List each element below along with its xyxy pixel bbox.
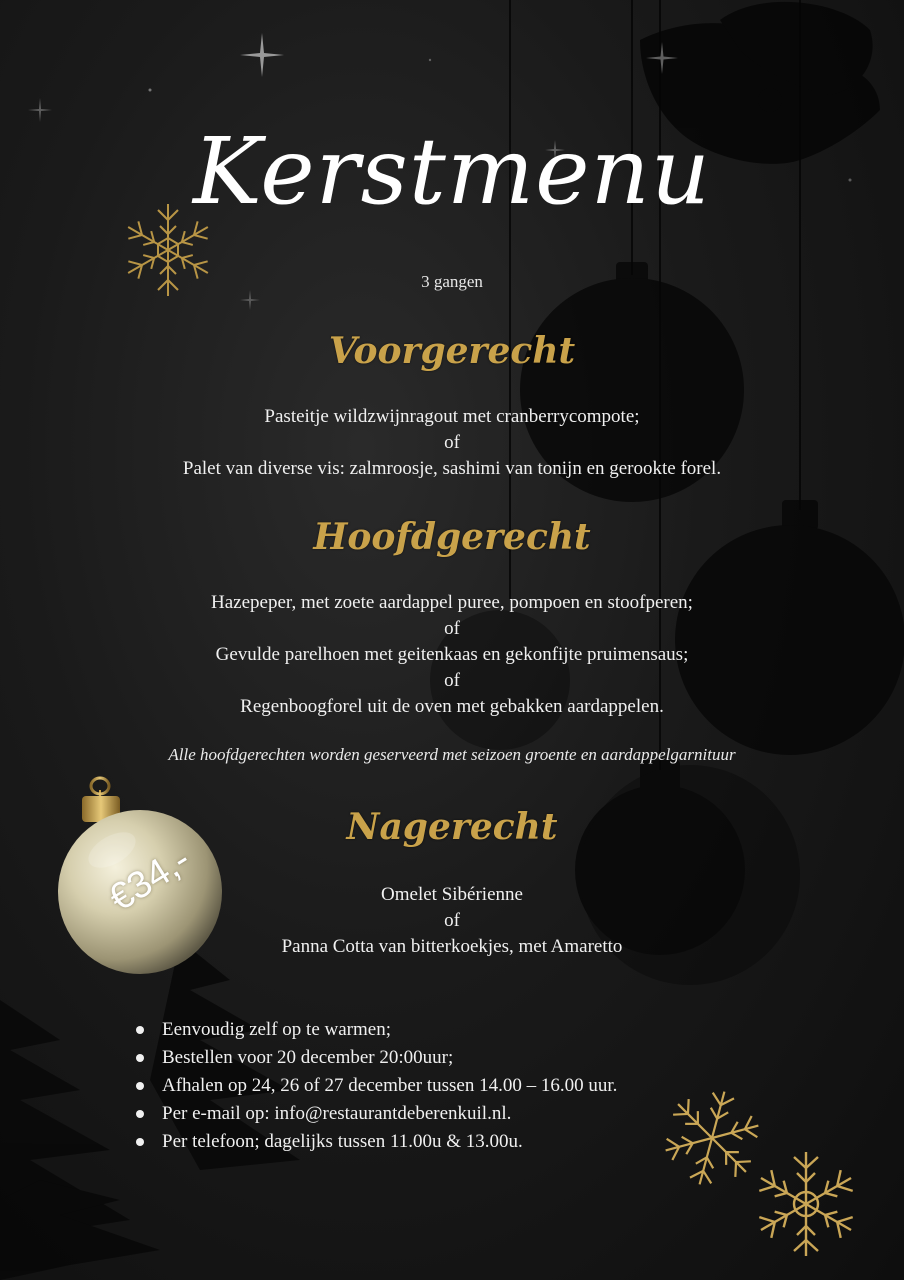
list-item: [134, 1016, 617, 1044]
dish-line: Gevulde parelhoen met geitenkaas en gekonfijte pruimensaus;: [215, 644, 689, 665]
dish-line: Palet van diverse vis: zalmroosje, sashimi van tonijn en gerookte forel.: [182, 458, 722, 479]
section-title-nagerecht: Nagerecht: [346, 806, 558, 848]
bullet-icon: [136, 1026, 144, 1034]
info-list: [134, 1016, 617, 1156]
info-text: Afhalen op 24, 26 of 27 december tussen 14.00 – 16.00 uur.: [162, 1075, 618, 1096]
dish-line: Regenboogforel uit de oven met gebakken aardappelen.: [240, 696, 664, 717]
dish-separator: of: [444, 910, 460, 931]
side-dish-note: Alle hoofdgerechten worden geserveerd met seizoen groente en aardappelgarnituur: [168, 745, 736, 764]
info-text: Bestellen voor 20 december 20:00uur;: [162, 1047, 454, 1068]
dish-separator: of: [444, 432, 460, 453]
page-title: Kerstmenu: [192, 118, 712, 225]
dish-separator: of: [444, 670, 460, 691]
list-item: [134, 1044, 617, 1072]
bullet-icon: [136, 1110, 144, 1118]
voorgerecht-list: [0, 404, 904, 482]
bullet-icon: [136, 1138, 144, 1146]
email-text: Per e-mail op: info@restaurantdeberenkuil.nl.: [162, 1103, 512, 1124]
section-title-hoofdgerecht: Hoofdgerecht: [313, 516, 591, 558]
list-item: [134, 1128, 617, 1156]
list-item: [134, 1100, 617, 1128]
dish-line: Panna Cotta van bitterkoekjes, met Amaretto: [281, 936, 623, 957]
info-text: Eenvoudig zelf op te warmen;: [162, 1019, 391, 1040]
price-label: €34,-: [101, 838, 198, 920]
hoofdgerecht-list: [0, 590, 904, 720]
dish-line: Hazepeper, met zoete aardappel puree, pompoen en stoofperen;: [211, 592, 693, 613]
dish-line: Pasteitje wildzwijnragout met cranberrycompote;: [264, 406, 640, 427]
section-title-voorgerecht: Voorgerecht: [328, 330, 576, 372]
list-item: [134, 1072, 617, 1100]
course-count: 3 gangen: [421, 272, 483, 291]
dish-line: Omelet Sibérienne: [381, 884, 523, 905]
bullet-icon: [136, 1054, 144, 1062]
bullet-icon: [136, 1082, 144, 1090]
phone-hours-text: Per telefoon; dagelijks tussen 11.00u & 13.00u.: [162, 1131, 523, 1152]
dish-separator: of: [444, 618, 460, 639]
